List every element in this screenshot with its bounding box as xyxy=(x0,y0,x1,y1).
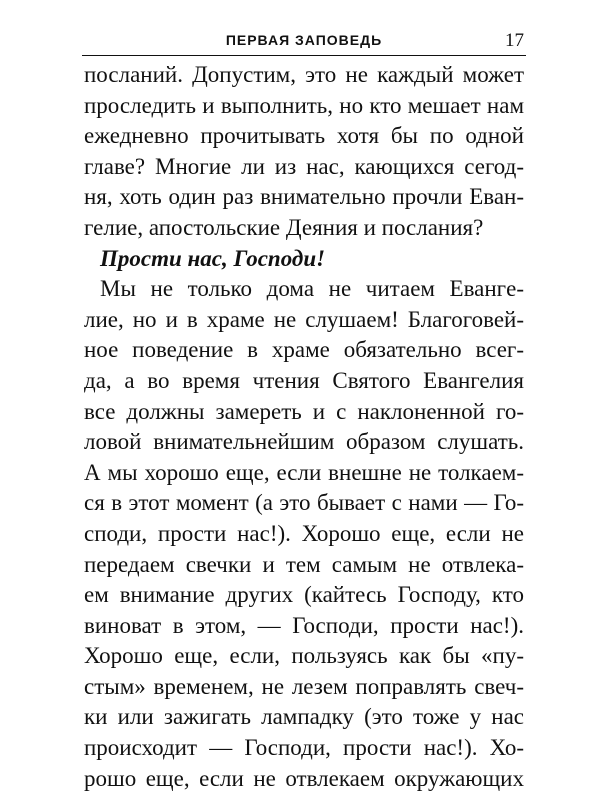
text-line: все должны замереть и с наклоненной го- xyxy=(84,398,524,424)
section-title: ПЕРВАЯ ЗАПОВЕДЬ xyxy=(225,32,383,48)
text-line: гелие, апостольские Деяния и послания? xyxy=(84,214,484,240)
text-line: споди, прости нас!). Хорошо еще, если не xyxy=(84,520,524,546)
text-line: главе? Многие ли из нас, кающихся сегод- xyxy=(84,153,524,179)
text-line: посланий. Допустим, это не каждый может xyxy=(84,62,524,87)
header-rule xyxy=(82,55,526,56)
text-line: стым» временем, не лезем поправлять свеч- xyxy=(84,673,524,699)
text-line: ловой внимательнейшим образом слушать. xyxy=(84,429,524,455)
page-number: 17 xyxy=(505,30,524,51)
italic-prayer-line: Прости нас, Господи! xyxy=(100,245,326,271)
text-line: Хорошо еще, если, пользуясь как бы «пу- xyxy=(84,643,524,669)
text-line: да, а во время чтения Святого Евангелия xyxy=(84,367,524,393)
text-line: виноват в этом, — Господи, прости нас!). xyxy=(84,612,524,638)
text-line: рошо еще, если не отвлекаем окружающих xyxy=(84,765,524,791)
text-line: ки или зажигать лампадку (это тоже у нас xyxy=(84,704,524,730)
text-line: ежедневно прочитывать хотя бы по одной xyxy=(84,123,524,149)
paragraph-first-line: Мы не только дома не читаем Евангe- xyxy=(100,276,524,302)
text-line: лие, но и в храме не слушаем! Благоговей- xyxy=(84,306,524,332)
text-line: передаем свечки и тем самым не отвлека- xyxy=(84,551,524,577)
text-line: ся в этот момент (а это бывает с нами — Го- xyxy=(84,490,524,516)
text-line: А мы хорошо еще, если внешне не толкаем- xyxy=(84,459,524,485)
text-line: проследить и выполнить, но кто мешает нам xyxy=(84,92,524,118)
body-text xyxy=(84,60,524,794)
running-head xyxy=(82,30,526,52)
text-line: ня, хоть один раз внимательно прочли Еван- xyxy=(84,184,524,210)
text-line: происходит — Господи, прости нас!). Хо- xyxy=(84,735,524,761)
text-line: ное поведение в храме обязательно всег- xyxy=(84,337,524,363)
text-line: ем внимание других (кайтесь Господу, кто xyxy=(84,582,524,608)
